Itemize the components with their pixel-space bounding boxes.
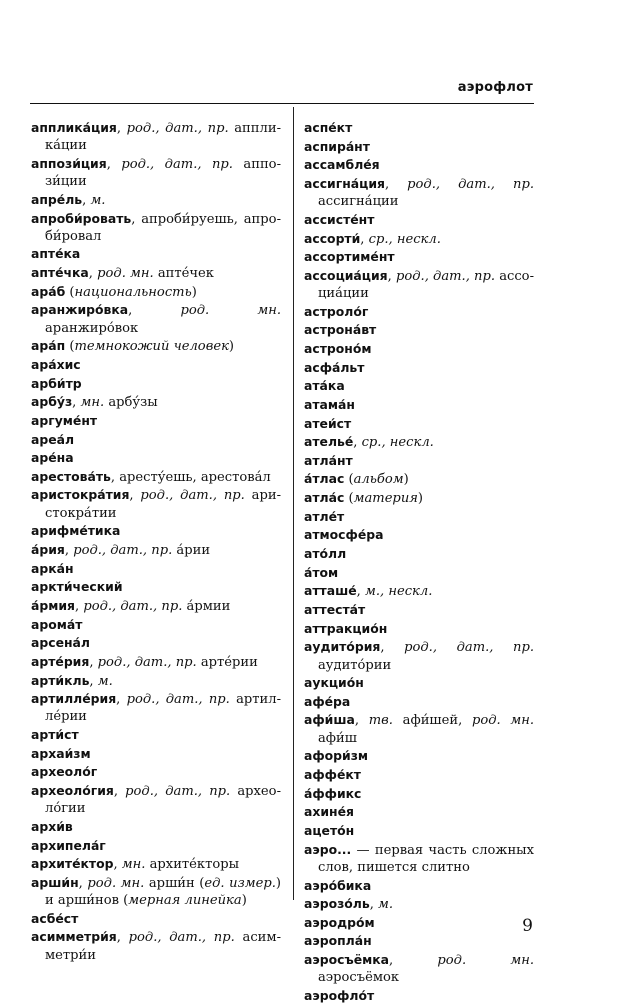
- dictionary-entry: [31, 928, 281, 964]
- dictionary-entry: [31, 283, 281, 301]
- entry-headword: аристокра́тия: [31, 487, 130, 503]
- entry-headword: арте́рия: [31, 653, 90, 669]
- entry-text: апплика́ции: [45, 121, 281, 154]
- dictionary-entry: [304, 119, 534, 137]
- entry-text: апте́чек: [153, 266, 214, 282]
- entry-grammar-note: род., дат., пр.: [83, 598, 183, 614]
- entry-text: ,: [128, 303, 181, 319]
- entry-text: ,: [387, 268, 396, 284]
- entry-headword: астроно́м: [304, 341, 372, 356]
- dictionary-entry: [304, 582, 534, 600]
- entry-headword: ареа́л: [31, 431, 75, 447]
- dictionary-entry: [304, 877, 534, 895]
- dictionary-entry: [304, 452, 534, 470]
- entry-headword: атла́с: [304, 490, 345, 506]
- dictionary-entry: [304, 693, 534, 711]
- dictionary-entry: [304, 321, 534, 339]
- page-number: 9: [522, 916, 533, 936]
- entry-grammar-note: род. мн.: [437, 953, 534, 969]
- entry-headword: аэрофло́т: [304, 988, 375, 1004]
- dictionary-entry: [304, 489, 534, 507]
- entry-headword: апте́чка: [31, 265, 89, 281]
- entry-headword: арши́н: [31, 874, 79, 890]
- entry-text: археоло́гии: [45, 784, 281, 817]
- dictionary-entry: [304, 766, 534, 784]
- entry-grammar-note: род., дат., пр.: [73, 543, 173, 559]
- entry-headword: ассоциа́ция: [304, 267, 388, 283]
- entry-text: ,: [116, 121, 127, 136]
- right-column: [304, 119, 534, 1006]
- entry-text: артилле́рии: [45, 692, 282, 725]
- entry-text: арбу́зы: [104, 395, 158, 411]
- entry-headword: апплика́ция: [31, 120, 117, 135]
- entry-grammar-note: род., дат., пр.: [140, 488, 245, 504]
- entry-grammar-note: род., дат., пр.: [407, 176, 534, 192]
- dictionary-entry: [304, 433, 534, 451]
- dictionary-entry: [304, 470, 534, 488]
- entry-text: аранжиро́вок: [45, 320, 139, 336]
- entry-text: ,: [89, 654, 98, 670]
- entry-text: ,: [78, 875, 88, 891]
- entry-text: (: [65, 339, 75, 355]
- dictionary-entry: [31, 653, 281, 671]
- dictionary-entry: [31, 910, 281, 928]
- entry-text: ,: [354, 713, 369, 729]
- entry-grammar-note: м.: [90, 192, 106, 208]
- entry-headword: археоло́г: [31, 764, 98, 780]
- entry-headword: ара́п: [31, 338, 66, 354]
- entry-text: ): [403, 472, 409, 488]
- entry-text: ,: [389, 953, 438, 969]
- dictionary-entry: [304, 359, 534, 377]
- entry-headword: ассорти́: [304, 230, 361, 246]
- entry-text: афи́шей,: [392, 713, 472, 729]
- entry-text: ,: [113, 784, 126, 799]
- entry-headword: архите́ктор: [31, 856, 114, 872]
- entry-text: ,: [64, 543, 74, 559]
- dictionary-entry: [304, 340, 534, 358]
- dictionary-entry: [304, 932, 534, 950]
- entry-headword: а́рмия: [31, 597, 75, 613]
- entry-headword: апроби́ровать: [31, 210, 132, 226]
- entry-headword: аэропла́н: [304, 933, 372, 949]
- entry-grammar-note: род. мн.: [180, 303, 281, 319]
- entry-text: ,: [72, 395, 81, 411]
- entry-headword: апте́ка: [31, 246, 81, 262]
- dictionary-entry: [31, 210, 281, 246]
- dictionary-entry: [31, 191, 281, 209]
- entry-headword: аттеста́т: [304, 601, 366, 617]
- dictionary-entry: [31, 412, 281, 430]
- entry-text: , аресту́ешь, арестова́л: [110, 469, 271, 485]
- entry-headword: артилле́рия: [31, 691, 117, 707]
- entry-headword: арестова́ть: [31, 468, 111, 484]
- dictionary-entry: [31, 690, 281, 726]
- dictionary-entry: [31, 634, 281, 652]
- entry-headword: аспира́нт: [304, 138, 370, 154]
- entry-text: ,: [116, 930, 129, 946]
- entry-headword: арти́кль: [31, 672, 90, 688]
- column-divider: [293, 107, 294, 900]
- entry-grammar-note: род., дат., пр.: [126, 121, 229, 136]
- entry-text: ): [241, 893, 247, 909]
- entry-headword: ато́лл: [304, 546, 347, 562]
- entry-text: ,: [369, 897, 379, 913]
- entry-grammar-note: род., дат., пр.: [121, 156, 233, 172]
- entry-grammar-note: ср., нескл.: [361, 435, 434, 451]
- entry-text: аристокра́тии: [45, 488, 281, 521]
- entry-headword: астроло́г: [304, 303, 369, 319]
- dictionary-entry: [31, 874, 281, 910]
- dictionary-entry: [304, 987, 534, 1005]
- dictionary-entry: [304, 895, 534, 913]
- dictionary-entry: [304, 601, 534, 619]
- entry-text: ) и арши́нов (: [45, 875, 281, 909]
- dictionary-entry: [304, 303, 534, 321]
- dictionary-entry: [304, 638, 534, 674]
- entry-text: ,: [88, 266, 98, 282]
- entry-headword: арифме́тика: [31, 523, 121, 539]
- entry-grammar-note: род., дат., пр.: [395, 268, 496, 284]
- entry-headword: арби́тр: [31, 375, 82, 391]
- dictionary-entry: [304, 803, 534, 821]
- entry-grammar-note: род. мн.: [87, 875, 145, 891]
- entry-headword: аукцио́н: [304, 675, 364, 691]
- entry-grammar-note: материя: [353, 491, 418, 507]
- entry-text: , апроби́руешь, апроби́ровал: [45, 211, 281, 244]
- dictionary-entry: [31, 560, 281, 578]
- entry-grammar-note: род., дат., пр.: [97, 654, 197, 670]
- entry-headword: аудито́рия: [304, 639, 381, 655]
- left-column: [31, 119, 281, 964]
- entry-text: — первая часть сложных слов, пишется слитно: [318, 842, 534, 875]
- entry-headword: архи́в: [31, 818, 73, 834]
- entry-grammar-note: род., дат., пр.: [404, 640, 534, 656]
- entry-text: ,: [129, 488, 141, 504]
- entry-text: ,: [116, 692, 127, 708]
- dictionary-entry: [31, 672, 281, 690]
- entry-headword: аргуме́нт: [31, 412, 98, 428]
- entry-grammar-note: национальность: [74, 284, 192, 300]
- dictionary-entry: [304, 914, 534, 932]
- dictionary-entry: [31, 431, 281, 449]
- dictionary-entry: [304, 248, 534, 266]
- entry-grammar-note: род., дат., пр.: [126, 692, 230, 708]
- dictionary-entry: [304, 785, 534, 803]
- entry-text: ассоциа́ции: [318, 268, 534, 302]
- dictionary-entry: [31, 245, 281, 263]
- dictionary-entry: [304, 545, 534, 563]
- dictionary-entry: [31, 468, 281, 486]
- dictionary-entry: [31, 597, 281, 615]
- entry-headword: асбе́ст: [31, 910, 79, 926]
- dictionary-entry: [304, 415, 534, 433]
- entry-text: ,: [360, 231, 369, 247]
- entry-grammar-note: тв.: [368, 713, 393, 729]
- entry-headword: аффе́кт: [304, 767, 361, 783]
- entry-headword: ассортиме́нт: [304, 249, 395, 265]
- dictionary-entry: [304, 747, 534, 765]
- entry-grammar-note: альбом: [353, 472, 404, 488]
- entry-grammar-note: мерная линейка: [128, 893, 242, 909]
- entry-headword: асимметри́я: [31, 929, 117, 945]
- dictionary-entry: [31, 616, 281, 634]
- entry-headword: археоло́гия: [31, 783, 114, 798]
- entry-headword: а́рия: [31, 542, 65, 558]
- entry-headword: ата́ка: [304, 378, 345, 394]
- entry-grammar-note: темнокожий человек: [74, 339, 229, 355]
- dictionary-entry: [31, 449, 281, 467]
- dictionary-entry: [31, 522, 281, 540]
- entry-grammar-note: род., дат., пр.: [128, 930, 235, 946]
- entry-headword: ассигна́ция: [304, 175, 385, 191]
- dictionary-entry: [31, 837, 281, 855]
- entry-text: асимметри́и: [45, 930, 282, 963]
- entry-text: а́рии: [172, 543, 211, 559]
- dictionary-entry: [304, 526, 534, 544]
- entry-headword: асфа́льт: [304, 359, 365, 375]
- entry-text: арши́н (: [144, 875, 205, 891]
- entry-headword: атташе́: [304, 583, 357, 599]
- entry-headword: аре́на: [31, 450, 74, 466]
- entry-headword: аттракцио́н: [304, 620, 388, 636]
- dictionary-entry: [31, 301, 281, 337]
- entry-grammar-note: род. мн.: [97, 266, 154, 282]
- entry-grammar-note: род. мн.: [471, 713, 535, 729]
- entry-text: афи́ш: [318, 730, 357, 746]
- entry-headword: афори́зм: [304, 748, 369, 764]
- entry-text: ,: [380, 640, 405, 656]
- entry-text: арте́рии: [196, 654, 258, 670]
- dictionary-entry: [31, 855, 281, 873]
- dictionary-entry: [304, 175, 534, 211]
- entry-headword: афи́ша: [304, 712, 355, 728]
- entry-grammar-note: м.: [378, 897, 394, 913]
- dictionary-entry: [304, 377, 534, 395]
- entry-headword: аэродро́м: [304, 914, 375, 930]
- entry-headword: аэро...: [304, 841, 352, 857]
- entry-headword: а́том: [304, 564, 339, 580]
- entry-headword: аркти́ческий: [31, 579, 123, 595]
- entry-headword: атмосфе́ра: [304, 527, 384, 543]
- entry-grammar-note: м.: [97, 673, 113, 689]
- dictionary-entry: [31, 763, 281, 781]
- entry-grammar-note: ср., нескл.: [368, 231, 441, 247]
- entry-headword: атле́т: [304, 508, 345, 524]
- dictionary-entry: [304, 508, 534, 526]
- entry-grammar-note: мн.: [80, 395, 105, 411]
- entry-headword: архаи́зм: [31, 745, 91, 761]
- entry-text: ,: [75, 598, 84, 614]
- dictionary-entry: [304, 211, 534, 229]
- entry-text: аэросъёмок: [318, 970, 400, 986]
- entry-headword: атама́н: [304, 396, 355, 412]
- entry-headword: аэро́бика: [304, 877, 372, 893]
- dictionary-entry: [304, 138, 534, 156]
- entry-headword: ара́б: [31, 283, 66, 299]
- dictionary-entry: [304, 267, 534, 303]
- dictionary-entry: [304, 951, 534, 987]
- dictionary-entry: [31, 818, 281, 836]
- dictionary-entry: [304, 822, 534, 840]
- entry-headword: а́тлас: [304, 471, 345, 487]
- entry-text: ,: [356, 584, 365, 600]
- entry-headword: аэросъёмка: [304, 952, 390, 968]
- entry-headword: атла́нт: [304, 452, 353, 468]
- dictionary-entry: [304, 674, 534, 692]
- entry-text: ,: [89, 673, 98, 689]
- entry-headword: афе́ра: [304, 693, 351, 709]
- entry-grammar-note: род., дат., пр.: [125, 784, 231, 799]
- entry-text: ): [228, 339, 234, 355]
- entry-text: аудито́рии: [318, 657, 392, 673]
- entry-text: ассигна́ции: [318, 194, 399, 210]
- dictionary-entry: [31, 393, 281, 411]
- entry-headword: ацето́н: [304, 822, 355, 838]
- dictionary-entry: [31, 119, 281, 155]
- entry-headword: атеи́ст: [304, 415, 352, 431]
- entry-headword: ателье́: [304, 434, 354, 450]
- entry-headword: а́ффикс: [304, 785, 362, 801]
- entry-text: (: [65, 284, 75, 300]
- entry-text: ): [417, 491, 424, 507]
- entry-headword: арома́т: [31, 616, 83, 632]
- entry-text: ): [191, 284, 197, 300]
- dictionary-entry: [304, 396, 534, 414]
- dictionary-entry: [31, 155, 281, 191]
- dictionary-entry: [304, 156, 534, 174]
- dictionary-entry: [304, 230, 534, 248]
- entry-headword: аппози́ция: [31, 155, 107, 171]
- dictionary-entry: [31, 541, 281, 559]
- entry-headword: арти́ст: [31, 727, 79, 743]
- entry-headword: архипела́г: [31, 837, 106, 853]
- entry-text: архите́кторы: [145, 857, 240, 873]
- entry-headword: ассамбле́я: [304, 157, 380, 173]
- dictionary-entry: [31, 375, 281, 393]
- entry-text: ,: [113, 857, 122, 873]
- running-head: аэрофлот: [457, 80, 533, 95]
- dictionary-entry: [31, 726, 281, 744]
- dictionary-entry: [304, 711, 534, 747]
- dictionary-entry: [31, 745, 281, 763]
- entry-headword: ахине́я: [304, 804, 354, 820]
- entry-text: аппози́ции: [45, 156, 281, 190]
- dictionary-entry: [31, 578, 281, 596]
- dictionary-entry: [31, 337, 281, 355]
- entry-text: а́рмии: [182, 598, 231, 614]
- entry-text: ,: [82, 192, 91, 208]
- entry-grammar-note: мн.: [121, 857, 146, 873]
- dictionary-entry: [31, 356, 281, 374]
- entry-headword: астрона́вт: [304, 322, 377, 338]
- entry-text: ,: [106, 156, 122, 172]
- entry-headword: аэрозо́ль: [304, 896, 370, 912]
- entry-headword: арка́н: [31, 560, 74, 576]
- dictionary-entry: [31, 264, 281, 282]
- dictionary-entry: [31, 486, 281, 522]
- dictionary-entry: [304, 620, 534, 638]
- dictionary-entry: [304, 841, 534, 877]
- entry-grammar-note: м., нескл.: [364, 584, 433, 600]
- entry-text: (: [344, 472, 354, 488]
- entry-headword: арбу́з: [31, 394, 73, 410]
- entry-text: ,: [353, 435, 362, 451]
- entry-text: (: [344, 491, 354, 507]
- header-rule: [30, 103, 534, 104]
- entry-headword: ассисте́нт: [304, 211, 375, 227]
- dictionary-entry: [304, 564, 534, 582]
- entry-headword: ара́хис: [31, 356, 81, 372]
- entry-headword: апре́ль: [31, 191, 83, 207]
- entry-grammar-note: ед. измер.: [204, 875, 276, 891]
- entry-headword: арсена́л: [31, 635, 90, 651]
- entry-headword: аранжиро́вка: [31, 302, 129, 318]
- dictionary-entry: [31, 782, 281, 818]
- entry-text: ,: [384, 176, 408, 192]
- entry-headword: аспе́кт: [304, 120, 353, 135]
